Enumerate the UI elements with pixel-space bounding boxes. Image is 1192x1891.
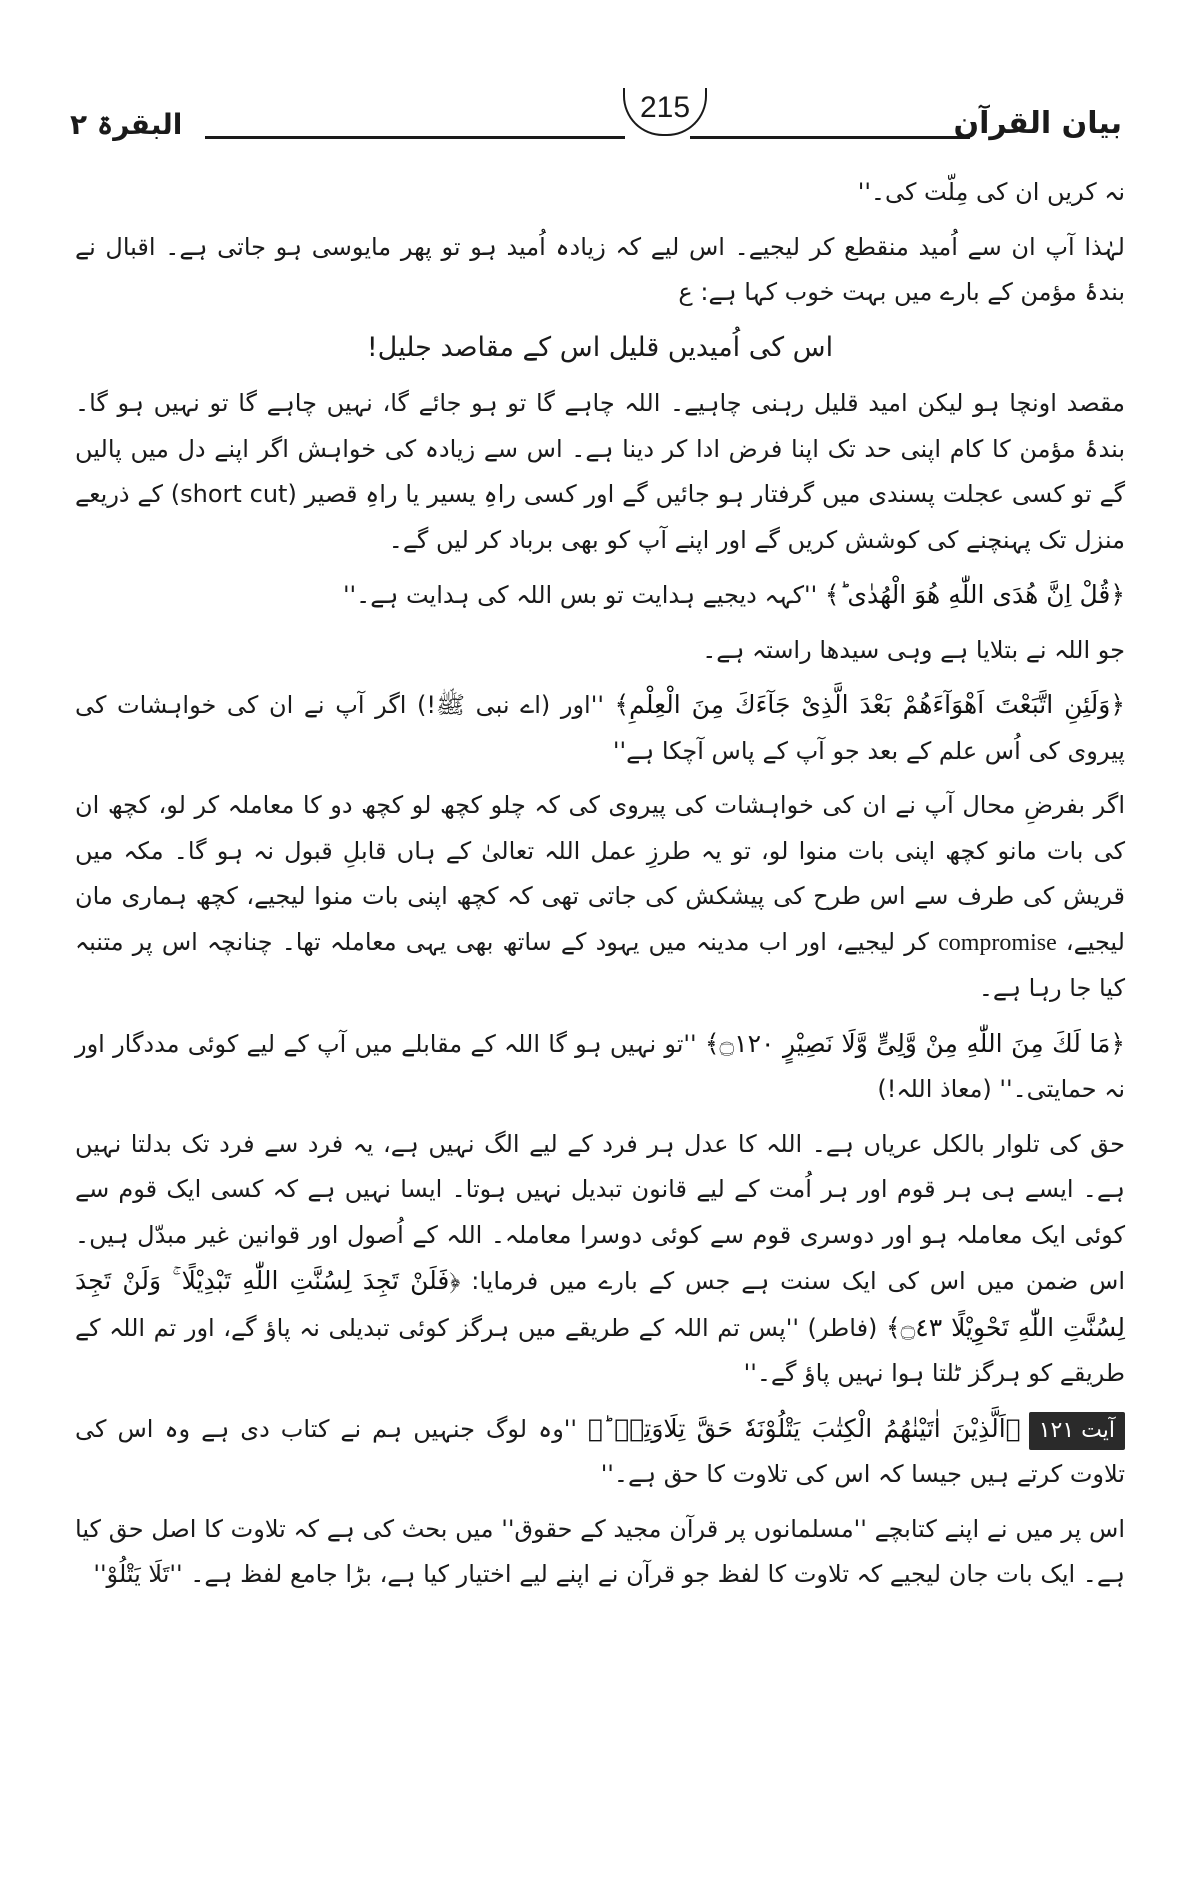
paragraph: لہٰذا آپ ان سے اُمید منقطع کر لیجیے۔ اس لیے کہ زیادہ اُمید ہو تو پھر مایوسی ہو جاتی ہے۔ اقبال نے بندۂ مؤمن کے بارے میں بہت خوب کہا ہے: ع bbox=[75, 232, 1125, 306]
english-term: compromise bbox=[938, 929, 1057, 956]
arabic-verse: ﴿وَلَئِنِ اتَّبَعْتَ اَهْوَآءَهُمْ بَعْدَ الَّذِىْ جَآءَكَ مِنَ الْعِلْمِ﴾ bbox=[614, 690, 1125, 719]
paragraph-text: کر لیجیے، اور اب مدینہ میں یہود کے ساتھ بھی یہی معاملہ تھا۔ چنانچہ اس پر متنبہ کیا جا رہا ہے۔ bbox=[75, 927, 1125, 1002]
paragraph: جو اللہ نے بتلایا ہے وہی سیدھا راستہ ہے۔ bbox=[702, 635, 1125, 664]
quran-quote-paragraph bbox=[75, 682, 1125, 774]
poetry-couplet: اس کی اُمیدیں قلیل اس کے مقاصد جلیل! bbox=[366, 331, 834, 363]
quran-quote-paragraph bbox=[75, 1406, 1125, 1498]
paragraph: اس پر میں نے اپنے کتابچے ''مسلمانوں پر قرآن مجید کے حقوق'' میں بحث کی ہے کہ تلاوت کا اصل حق کیا ہے۔ ایک بات جان لیجیے کہ تلاوت کا لفظ جو قرآن نے اپنے لیے اختیار کیا ہے، بڑا جامع لفظ ہے۔ ''تَلَا يَتْلُوْ'' bbox=[75, 1514, 1125, 1588]
quran-quote-paragraph bbox=[75, 572, 1125, 619]
paragraph bbox=[75, 783, 1125, 1012]
arabic-verse: ﴿اَلَّذِيْنَ اٰتَيْنٰهُمُ الْكِتٰبَ يَتْلُوْنَهٗ حَقَّ تِلَاوَتِهٖ ؕ﴾ bbox=[588, 1413, 1021, 1443]
page-number: 215 bbox=[623, 88, 707, 136]
paragraph-text: اگر بفرضِ محال آپ نے ان کی خواہشات کی پیروی کی کہ چلو کچھ لو کچھ دو کا معاملہ کر لو، کچھ ان کی بات مانو کچھ اپنی بات منوا لو، تو یہ طرزِ عمل اللہ تعالیٰ کے ہاں قابلِ قبول نہ ہو گا۔ مکہ میں قریش کی طرف سے اس طرح کی پیشکش کی جاتی تھی کہ کچھ اپنی بات منوا لیجیے، کچھ ہماری مان لیجیے، bbox=[75, 791, 1125, 956]
verse-translation: ''تو نہیں ہو گا اللہ کے مقابلے میں آپ کے لیے کوئی مددگار اور نہ حمایتی۔'' (معاذ اللہ!) bbox=[75, 1029, 1125, 1103]
page-body bbox=[75, 170, 1125, 1607]
arabic-verse: ﴿فَلَنْ تَجِدَ لِسُنَّتِ اللّٰهِ تَبْدِيْلًا ۚ وَلَنْ تَجِدَ لِسُنَّتِ اللّٰهِ تَحْوِيْلًا ۝٤٣﴾ bbox=[75, 1266, 1125, 1342]
verse-translation: ''کہہ دیجیے ہدایت تو بس اللہ کی ہدایت ہے۔'' bbox=[342, 581, 825, 609]
running-header bbox=[70, 91, 1122, 156]
ayah-number-badge: آیت ۱۲۱ bbox=[1029, 1412, 1125, 1450]
header-rule-left bbox=[205, 136, 625, 139]
arabic-verse: ﴿قُلْ اِنَّ هُدَى اللّٰهِ هُوَ الْهُدٰى ؕ﴾ bbox=[824, 580, 1125, 609]
header-rule-right bbox=[690, 136, 970, 139]
paragraph bbox=[75, 1122, 1125, 1397]
paragraph: نہ کریں ان کی مِلّت کی۔'' bbox=[857, 178, 1125, 206]
paragraph-text: حق کی تلوار بالکل عریاں ہے۔ اللہ کا عدل ہر فرد کے لیے الگ نہیں ہے، یہ فرد سے فرد تک بدلتا نہیں ہے۔ ایسے ہی ہر قوم اور ہر اُمت کے لیے قانون تبدیل نہیں ہوتا۔ ایسا نہیں ہے کہ کسی ایک قوم سے کوئی ایک معاملہ ہو اور دوسری قوم سے کوئی دوسرا معاملہ۔ اللہ کے اُصول اور قوانین غیر مبدّل ہیں۔ اس ضمن میں اس کی ایک سنت ہے جس کے بارے میں فرمایا: bbox=[75, 1129, 1125, 1295]
verse-translation: (فاطر) ''پس تم اللہ کے طریقے میں ہرگز کوئی تبدیلی نہ پاؤ گے، اور تم اللہ کے طریقے کو ہرگز ٹلتا ہوا نہیں پاؤ گے۔'' bbox=[75, 1313, 1125, 1387]
quran-quote-paragraph bbox=[75, 1021, 1125, 1113]
book-title: بیان القرآن bbox=[953, 106, 1122, 141]
arabic-verse: ﴿مَا لَكَ مِنَ اللّٰهِ مِنْ وَّلِىٍّ وَّلَا نَصِيْرٍ ۝١٢٠﴾ bbox=[704, 1028, 1126, 1058]
verse-translation: ''وہ لوگ جنہیں ہم نے کتاب دی ہے وہ اس کی تلاوت کرتے ہیں جیسا کہ اس کی تلاوت کا حق ہے۔'' bbox=[75, 1414, 1125, 1488]
verse-translation: ''اور (اے نبی ﷺ!) اگر آپ نے ان کی خواہشات کی پیروی کی اُس علم کے بعد جو آپ کے پاس آچکا ہے'' bbox=[75, 691, 1125, 765]
surah-name: البقرۃ ۲ bbox=[70, 108, 183, 141]
paragraph: مقصد اونچا ہو لیکن امید قلیل رہنی چاہیے۔ اللہ چاہے گا تو ہو جائے گا، نہیں چاہے گا تو نہیں ہو گا۔ بندۂ مؤمن کا کام اپنی حد تک اپنا فرض ادا کر دینا ہے۔ اس سے زیادہ کی خواہش اگر اپنے دل میں پالیں گے تو کسی عجلت پسندی میں گرفتار ہو جائیں گے اور کسی راہِ یسیر یا راہِ قصیر (short cut) کے ذریعے منزل تک پہنچنے کی کوشش کریں گے اور اپنے آپ کو بھی برباد کر لیں گے۔ bbox=[75, 389, 1125, 554]
